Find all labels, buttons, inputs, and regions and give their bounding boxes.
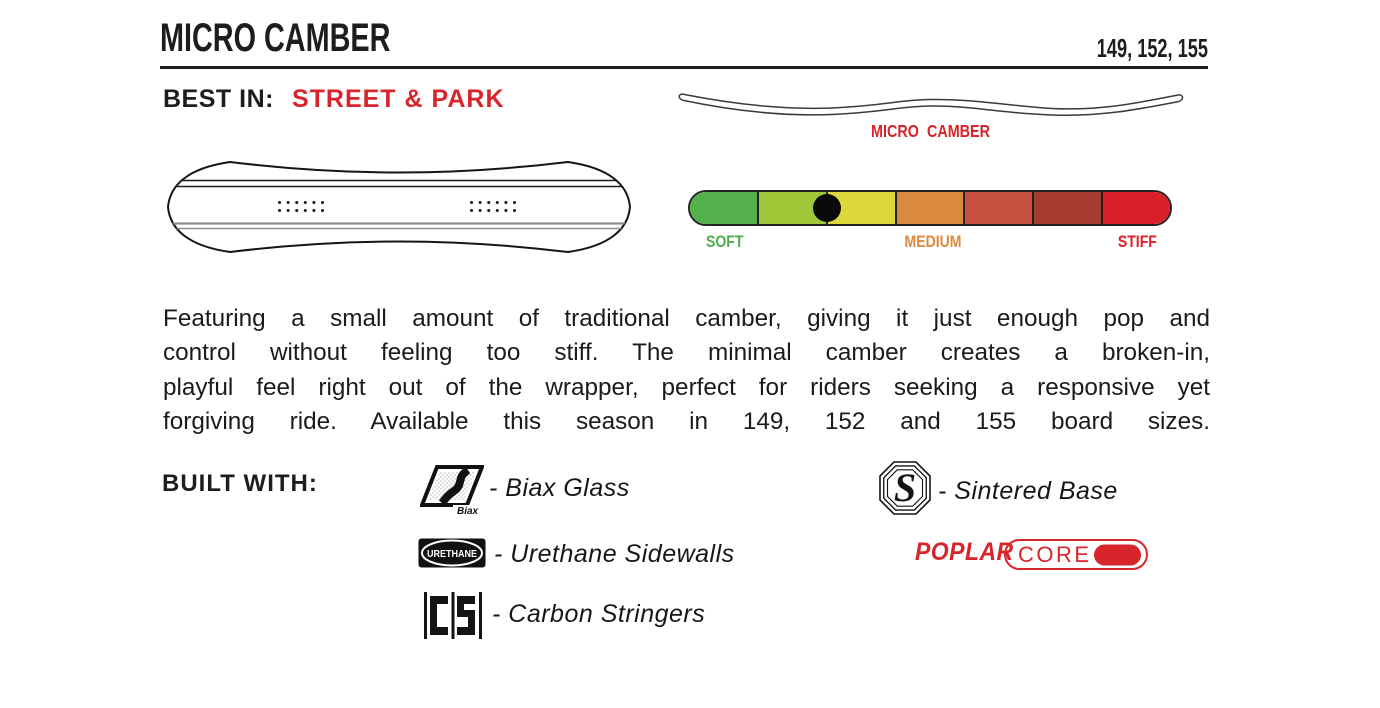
best-in-row — [163, 85, 505, 114]
sintered-base-icon — [879, 461, 931, 515]
title-rule — [160, 66, 1208, 69]
core-label: CORE — [1018, 541, 1092, 567]
page-title: MICRO CAMBER — [160, 16, 391, 60]
feature-label-sintered-base: - Sintered Base — [938, 477, 1118, 505]
flex-label-medium: MEDIUM — [904, 233, 962, 251]
feature-label-urethane-sidewalls: - Urethane Sidewalls — [494, 540, 735, 568]
urethane-icon — [418, 538, 486, 568]
best-in-label: BEST IN: — [163, 85, 274, 113]
poplar-brand: POPLAR — [915, 538, 1014, 566]
biax-icon — [420, 464, 484, 515]
built-with-label: BUILT WITH: — [162, 470, 318, 497]
description-line: Featuring a small amount of traditional camber, giving it just enough pop and — [163, 305, 1210, 332]
svg-text:Biax: Biax — [457, 506, 479, 515]
description-line: playful feel right out of the wrapper, perfect for riders seeking a responsive yet — [163, 373, 1210, 401]
description-line: control without feeling too stiff. The minimal camber creates a broken-in, — [163, 339, 1210, 367]
best-in-value: STREET & PARK — [291, 85, 505, 113]
feature-label-carbon-stringers: - Carbon Stringers — [492, 600, 706, 628]
flex-segment-5 — [963, 192, 1032, 224]
flex-segment-4 — [895, 192, 964, 224]
feature-label-biax-glass: - Biax Glass — [489, 474, 630, 502]
board-top-view-illustration — [166, 159, 632, 256]
product-description — [163, 302, 1210, 439]
flex-label-stiff: STIFF — [1118, 233, 1157, 251]
core-toggle-icon — [1094, 544, 1141, 565]
camber-profile-caption: MICRO CAMBER — [870, 121, 990, 141]
flex-scale — [688, 190, 1172, 226]
carbon-stringers-icon — [424, 592, 482, 639]
board-sizes: 149, 152, 155 — [1096, 33, 1208, 63]
flex-segment-7 — [1101, 192, 1170, 224]
flex-segment-6 — [1032, 192, 1101, 224]
svg-text:S: S — [893, 465, 917, 510]
svg-text:URETHANE: URETHANE — [427, 549, 478, 560]
core-badge — [1004, 539, 1148, 570]
flex-indicator-dot — [813, 194, 841, 222]
description-line: forgiving ride. Available this season in 149, 152 and 155 board sizes. — [163, 407, 1210, 435]
flex-label-soft: SOFT — [706, 233, 744, 251]
flex-segment-1 — [690, 192, 757, 224]
